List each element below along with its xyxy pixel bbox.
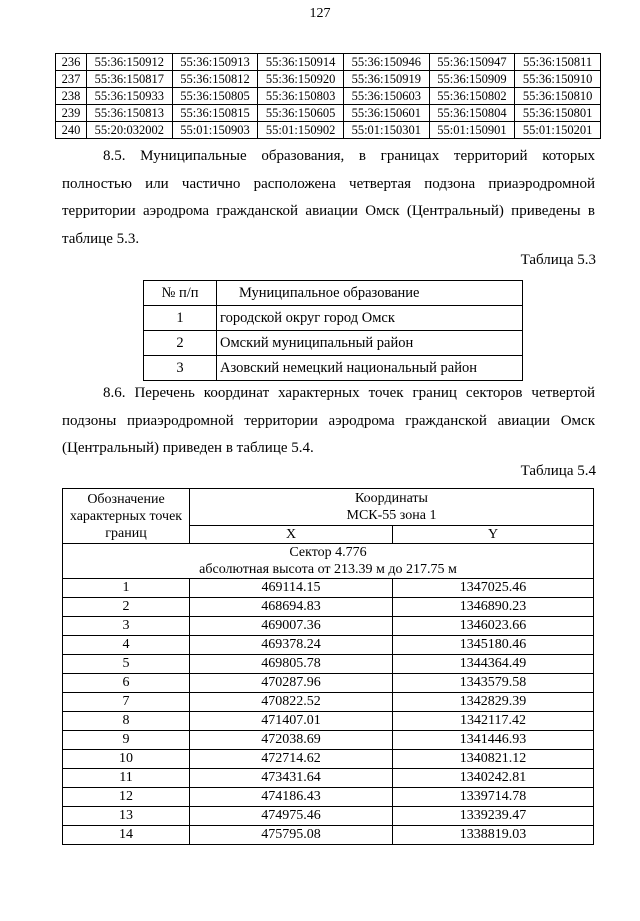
table-header-row bbox=[144, 281, 523, 306]
section-8-6-paragraph bbox=[62, 380, 595, 463]
coordinate-y: 1345180.46 bbox=[393, 636, 594, 655]
row-number: 1 bbox=[144, 306, 217, 331]
coordinate-x: 472714.62 bbox=[190, 750, 393, 769]
cadastral-number: 55:36:150605 bbox=[258, 105, 344, 122]
point-number: 3 bbox=[63, 617, 190, 636]
coordinate-x: 474975.46 bbox=[190, 807, 393, 826]
point-number: 7 bbox=[63, 693, 190, 712]
cadastral-number: 55:36:150803 bbox=[258, 88, 344, 105]
row-number: 240 bbox=[56, 122, 87, 139]
table-5-4-caption: Таблица 5.4 bbox=[520, 463, 596, 479]
coordinate-y: 1342829.39 bbox=[393, 693, 594, 712]
cadastral-number: 55:01:150301 bbox=[343, 122, 429, 139]
table-row bbox=[63, 807, 594, 826]
table-row bbox=[63, 674, 594, 693]
sector-title: Сектор 4.776 bbox=[289, 545, 367, 560]
cadastral-number: 55:36:150601 bbox=[343, 105, 429, 122]
cadastral-number: 55:36:150920 bbox=[258, 71, 344, 88]
cadastral-number: 55:36:150813 bbox=[87, 105, 173, 122]
table-row bbox=[63, 655, 594, 674]
point-number: 5 bbox=[63, 655, 190, 674]
table-row bbox=[63, 788, 594, 807]
cadastral-parcel-table bbox=[55, 53, 601, 139]
table-row bbox=[56, 122, 601, 139]
cadastral-number: 55:36:150811 bbox=[515, 54, 601, 71]
cadastral-number: 55:36:150919 bbox=[343, 71, 429, 88]
municipality-name: городской округ город Омск bbox=[217, 306, 523, 331]
table-header-row bbox=[63, 489, 594, 526]
table-row bbox=[144, 306, 523, 331]
coordinates-table bbox=[62, 488, 594, 845]
cadastral-number: 55:36:150946 bbox=[343, 54, 429, 71]
sector-cell bbox=[63, 544, 594, 579]
coordinate-x: 469114.15 bbox=[190, 579, 393, 598]
section-8-5-paragraph bbox=[62, 143, 595, 253]
point-number: 1 bbox=[63, 579, 190, 598]
cadastral-number: 55:36:150910 bbox=[515, 71, 601, 88]
point-number: 4 bbox=[63, 636, 190, 655]
cadastral-number: 55:36:150815 bbox=[172, 105, 258, 122]
cadastral-number: 55:20:032002 bbox=[87, 122, 173, 139]
cadastral-number: 55:36:150804 bbox=[429, 105, 515, 122]
coordinate-x: 470822.52 bbox=[190, 693, 393, 712]
cadastral-number: 55:36:150801 bbox=[515, 105, 601, 122]
coordinate-y: 1344364.49 bbox=[393, 655, 594, 674]
cadastral-number: 55:01:150903 bbox=[172, 122, 258, 139]
header-y: Y bbox=[393, 526, 594, 544]
table-row bbox=[63, 826, 594, 845]
point-number: 10 bbox=[63, 750, 190, 769]
row-number: 2 bbox=[144, 331, 217, 356]
table-row bbox=[63, 712, 594, 731]
cadastral-number: 55:36:150947 bbox=[429, 54, 515, 71]
header-coordinate-system: МСК-55 зона 1 bbox=[346, 508, 437, 523]
coordinate-y: 1340821.12 bbox=[393, 750, 594, 769]
table-row bbox=[63, 769, 594, 788]
point-number: 2 bbox=[63, 598, 190, 617]
cadastral-number: 55:36:150933 bbox=[87, 88, 173, 105]
point-number: 13 bbox=[63, 807, 190, 826]
coordinate-y: 1342117.42 bbox=[393, 712, 594, 731]
table-row bbox=[63, 598, 594, 617]
table-5-3-caption: Таблица 5.3 bbox=[520, 252, 596, 268]
cadastral-number: 55:36:150810 bbox=[515, 88, 601, 105]
cadastral-number: 55:36:150909 bbox=[429, 71, 515, 88]
header-coordinates bbox=[190, 489, 594, 526]
table-row bbox=[56, 54, 601, 71]
header-number: № п/п bbox=[144, 281, 217, 306]
coordinate-y: 1339239.47 bbox=[393, 807, 594, 826]
coordinate-y: 1343579.58 bbox=[393, 674, 594, 693]
coordinate-x: 474186.43 bbox=[190, 788, 393, 807]
cadastral-number: 55:36:150817 bbox=[87, 71, 173, 88]
coordinate-y: 1339714.78 bbox=[393, 788, 594, 807]
cadastral-number: 55:36:150603 bbox=[343, 88, 429, 105]
table-row bbox=[56, 105, 601, 122]
coordinate-x: 469007.36 bbox=[190, 617, 393, 636]
point-number: 11 bbox=[63, 769, 190, 788]
municipality-name: Омский муниципальный район bbox=[217, 331, 523, 356]
page-number: 127 bbox=[309, 6, 331, 21]
table-row bbox=[63, 617, 594, 636]
table-row bbox=[56, 71, 601, 88]
header-x: X bbox=[190, 526, 393, 544]
cadastral-number: 55:36:150805 bbox=[172, 88, 258, 105]
municipality-name: Азовский немецкий национальный район bbox=[217, 356, 523, 381]
table-row bbox=[63, 731, 594, 750]
row-number: 239 bbox=[56, 105, 87, 122]
section-8-5-text: 8.5. Муниципальные образования, в границах территорий которых полностью или частично расположена четвертая подзона приаэродромной территории аэродрома гражданской авиации Омск (Центральный) приведены в таблице 5.3. bbox=[62, 148, 595, 247]
point-number: 14 bbox=[63, 826, 190, 845]
coordinate-x: 472038.69 bbox=[190, 731, 393, 750]
row-number: 236 bbox=[56, 54, 87, 71]
cadastral-number: 55:01:150901 bbox=[429, 122, 515, 139]
coordinate-x: 471407.01 bbox=[190, 712, 393, 731]
coordinate-y: 1346023.66 bbox=[393, 617, 594, 636]
point-number: 6 bbox=[63, 674, 190, 693]
coordinate-x: 468694.83 bbox=[190, 598, 393, 617]
cadastral-number: 55:36:150912 bbox=[87, 54, 173, 71]
header-coordinates-title: Координаты bbox=[355, 491, 428, 506]
coordinate-x: 469805.78 bbox=[190, 655, 393, 674]
header-municipality: Муниципальное образование bbox=[217, 281, 523, 306]
coordinate-x: 469378.24 bbox=[190, 636, 393, 655]
cadastral-number: 55:01:150201 bbox=[515, 122, 601, 139]
point-number: 8 bbox=[63, 712, 190, 731]
table-row bbox=[144, 331, 523, 356]
cadastral-number: 55:36:150802 bbox=[429, 88, 515, 105]
table-row bbox=[63, 693, 594, 712]
row-number: 3 bbox=[144, 356, 217, 381]
cadastral-number: 55:01:150902 bbox=[258, 122, 344, 139]
cadastral-number: 55:36:150913 bbox=[172, 54, 258, 71]
coordinate-y: 1346890.23 bbox=[393, 598, 594, 617]
cadastral-number: 55:36:150812 bbox=[172, 71, 258, 88]
point-number: 12 bbox=[63, 788, 190, 807]
header-point-label: Обозначение характерных точек границ bbox=[63, 489, 190, 544]
table-row bbox=[63, 579, 594, 598]
coordinate-x: 475795.08 bbox=[190, 826, 393, 845]
table-row bbox=[56, 88, 601, 105]
table-row bbox=[63, 750, 594, 769]
table-row bbox=[144, 356, 523, 381]
point-number: 9 bbox=[63, 731, 190, 750]
coordinate-y: 1347025.46 bbox=[393, 579, 594, 598]
row-number: 237 bbox=[56, 71, 87, 88]
coordinate-x: 473431.64 bbox=[190, 769, 393, 788]
row-number: 238 bbox=[56, 88, 87, 105]
cadastral-number: 55:36:150914 bbox=[258, 54, 344, 71]
table-row bbox=[63, 636, 594, 655]
sector-row bbox=[63, 544, 594, 579]
section-8-6-text: 8.6. Перечень координат характерных точек границ секторов четвертой подзоны приаэродромной территории аэродрома гражданской авиации Омск (Центральный) приведен в таблице 5.4. bbox=[62, 385, 595, 456]
coordinate-y: 1341446.93 bbox=[393, 731, 594, 750]
coordinate-y: 1340242.81 bbox=[393, 769, 594, 788]
coordinate-y: 1338819.03 bbox=[393, 826, 594, 845]
municipalities-table bbox=[143, 280, 523, 381]
coordinate-x: 470287.96 bbox=[190, 674, 393, 693]
sector-altitude: абсолютная высота от 213.39 м до 217.75 м bbox=[199, 562, 457, 577]
